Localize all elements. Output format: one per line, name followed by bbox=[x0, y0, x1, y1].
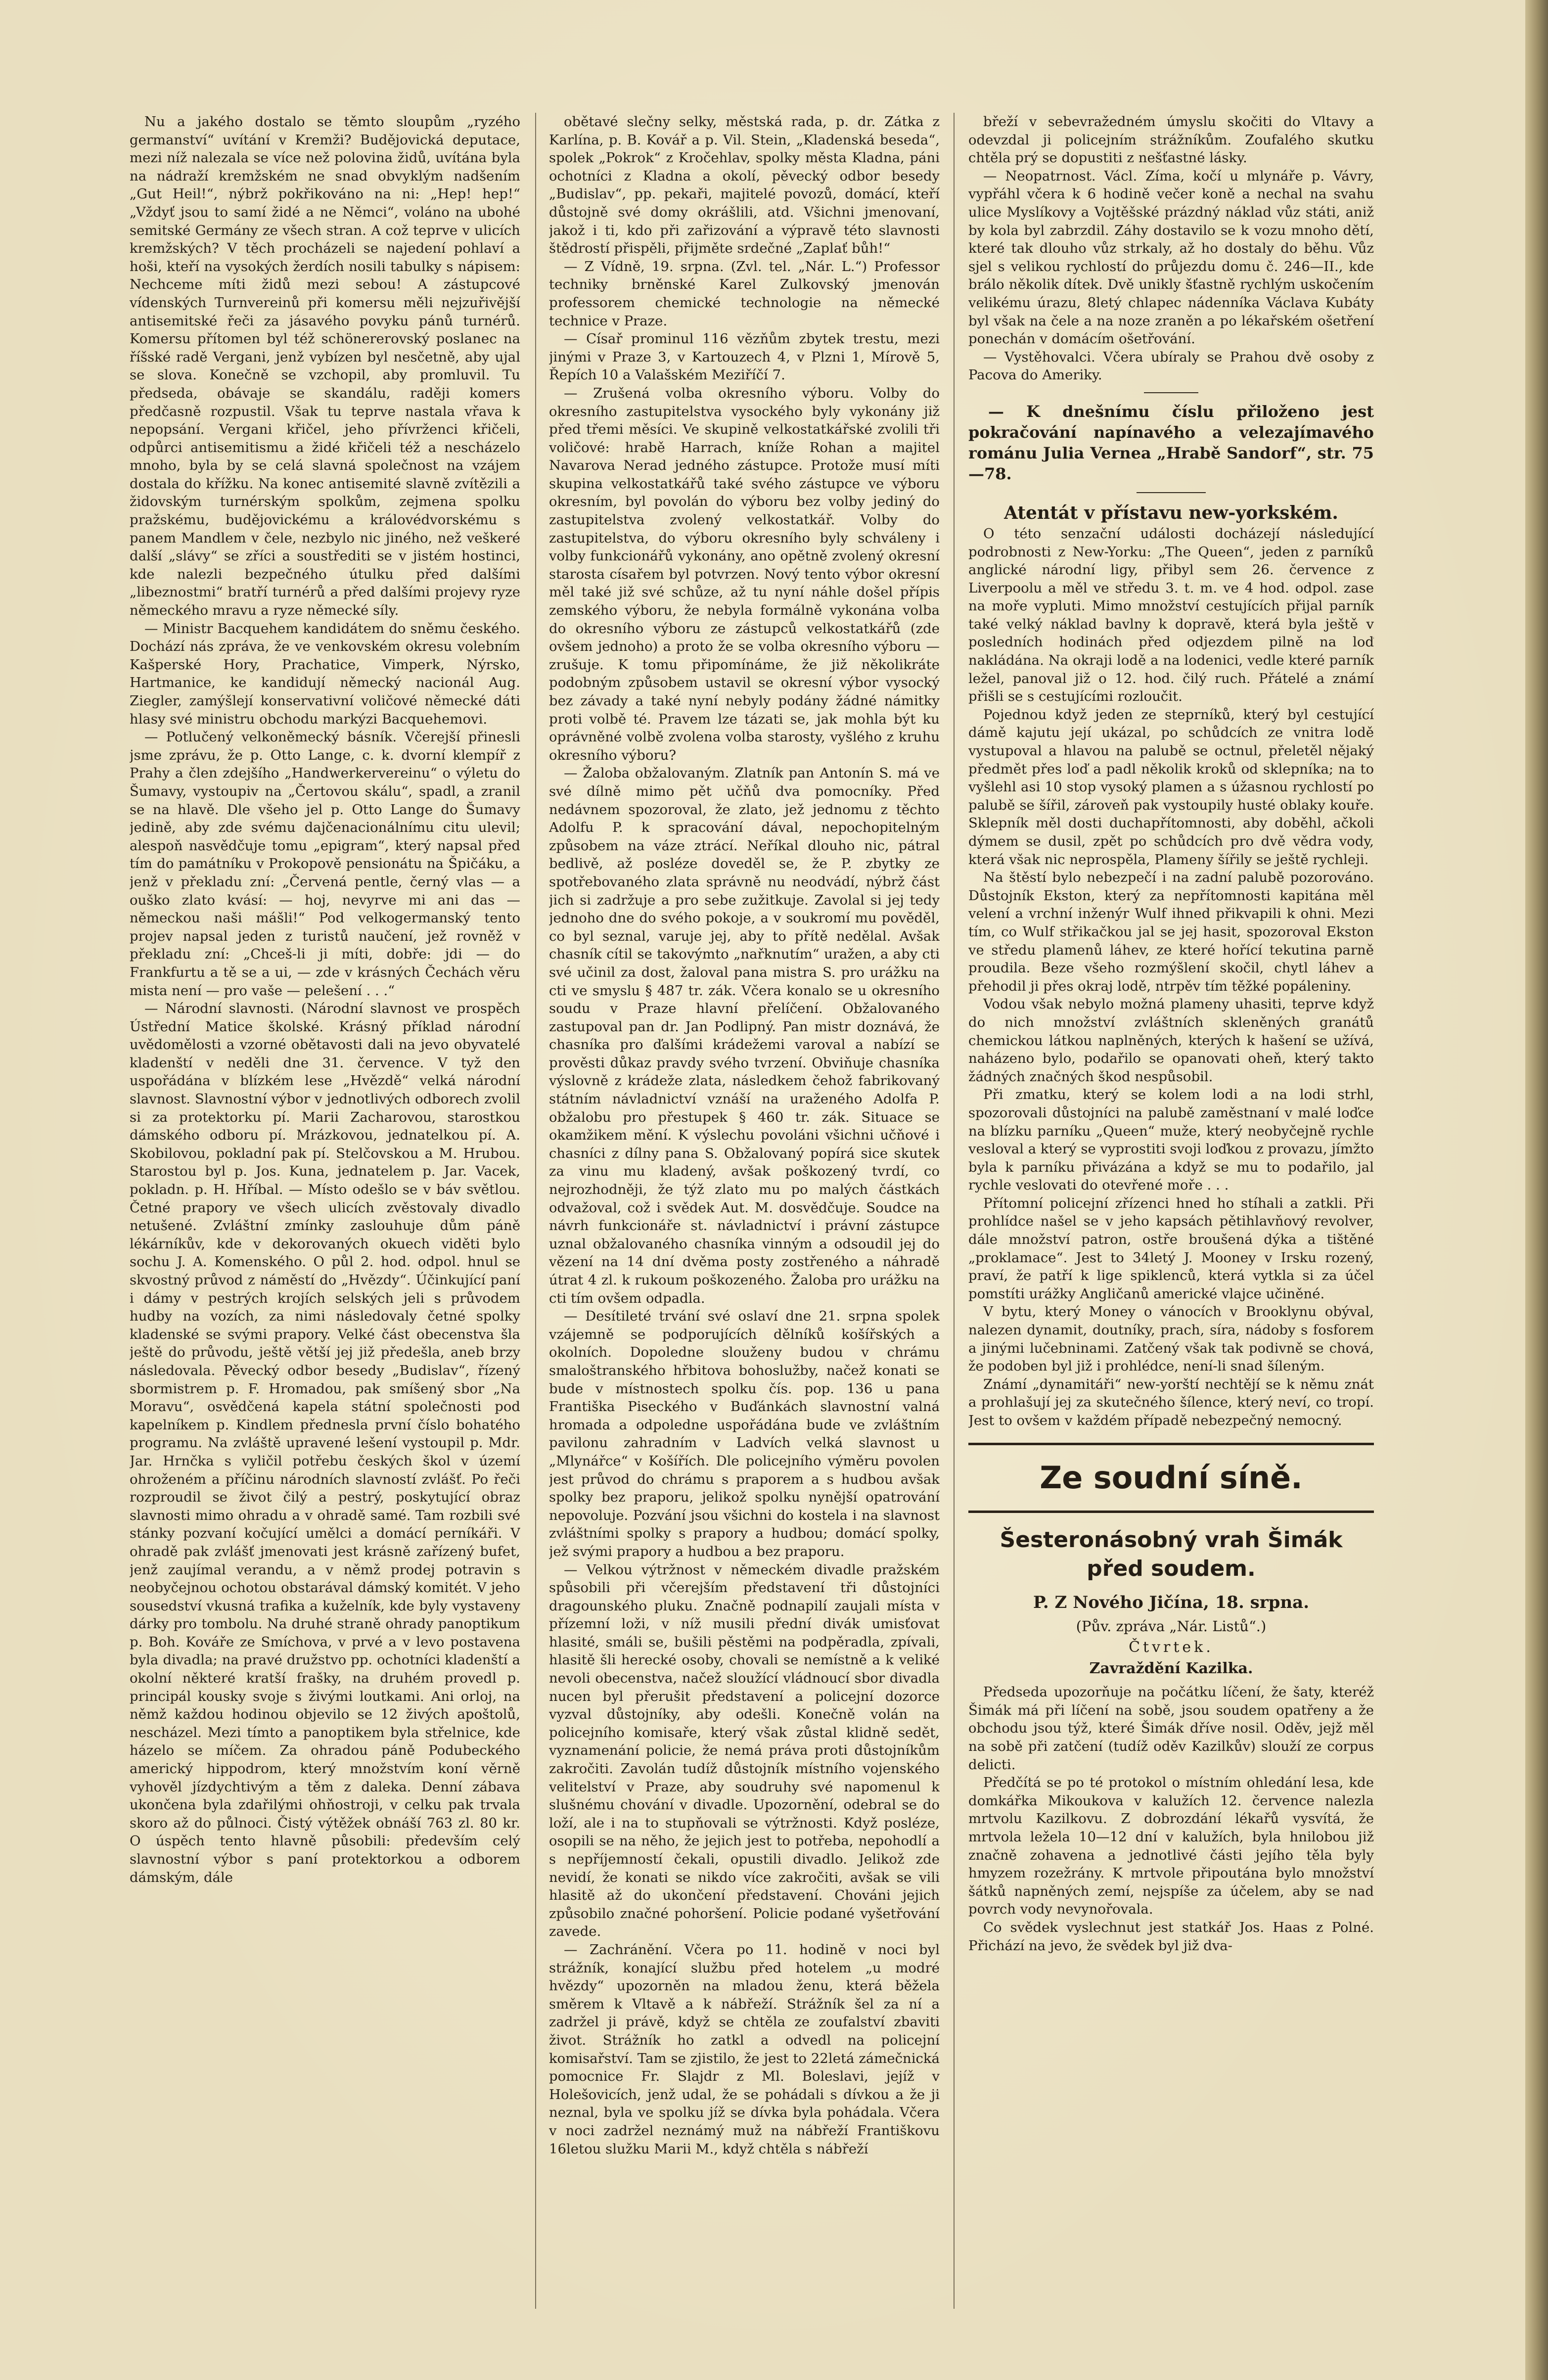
article-paragraph: Pojednou když jeden ze steprníků, který byl cestující dámě kajutu její ukázal, po schůdcích ze vnitra lodě vystupoval a hlavou na palubě se octnul, přeletěl nějaký předmět přes loď a padl několik kroků od sklepníka; na to vyšlehl asi 10 stop vysoký plamen a s úžasnou rychlostí po palubě se šířil, zároveň pak vystoupily husté oblaky kouře. Sklepník měl dosti duchapřítomnosti, aby doběhl, ačkoli dýmem se dusil, zpět po schůdcích pro dvě vědra vody, která však nic neprospěla, Plameny šířily se ještě rychleji. bbox=[968, 706, 1374, 868]
byline: (Pův. zpráva „Nár. Listů“.) bbox=[1076, 1617, 1267, 1635]
news-item: — Vystěhovalci. Včera ubíraly se Prahou dvě osoby z Pacova do Ameriky. bbox=[968, 349, 1374, 383]
column-2 bbox=[549, 113, 940, 2309]
article-paragraph: V bytu, který Money o vánocích v Brooklynu obýval, nalezen dynamit, doutníky, prach, síra, nádoby s fosforem a jinými lučebninami. Zatčený však tak podivně se chová, že podoben byl již i prohlédce, není-li snad šíleným. bbox=[968, 1304, 1374, 1374]
article-paragraph: Při zmatku, který se kolem lodi a na lodi strhl, spozorovali důstojníci na palubě zaměstnaní v malé loďce na blízku parníku „Queen“ muže, který neobyčejně rychle vesloval a který se vyprostiti svoji loďkou z provazu, jímžto byla k parníku přivázána a když se mu to podařilo, jal rychle veslovati do otevřené moře . . . bbox=[968, 1087, 1374, 1193]
section-rule bbox=[968, 1443, 1374, 1445]
article-paragraph: Předčítá se po té protokol o místním ohledání lesa, kde domkářka Mikoukova v kalužích 12. července nalezla mrtvolu Kazilkovu. Z dobrozdání lékařů vysvítá, že mrtvola ležela 10—12 dní v kalužích, byla hnilobou již značně zohavena a jednotlivé části jejího těla byly hmyzem rozežrány. K mrtvole připoutána bylo množství šátků napněných zemí, nejspíše za účelem, aby se nad povrch vody nevynořovala. bbox=[968, 1775, 1374, 1918]
dateline: P. Z Nového Jičína, 18. srpna. bbox=[1033, 1592, 1310, 1612]
news-item: — Zrušená volba okresního výboru. Volby do okresního zastupitelstva vysockého byly vykonány již před třemi měsíci. Ve skupině velkostatkářské zvolili tři voličové: hrabě Harrach, kníže Rohan a majitel Navarova Nerad jedného zástupce. Protože musí míti skupina velkostatkářů také svého zástupce ve výboru okresním, byl povolán do výboru bez volby jediný do zastupitelstva zvolený velkostatkář. Volby do zastupitelstva, do výboru okresního byly schváleny i volby funkcionářů vykonány, ano opětně zvolený okresní starosta císařem byl potvrzen. Nový tento výbor okresní měl také již své schůze, až tu nyní náhle došel přípis zemského výboru, že nebyla formálně vykonána volba do okresního výboru ze zástupců velkostatkářů (zde ovšem jednoho) a proto že se volba okresního výboru — zrušuje. K tomu připomínáme, že již několikráte podobným způsobem ustavil se okresní výbor vysocký bez závady a také nyní nebyly podány žádné námitky proti volbě té. Pravem lze tázati se, jak mohla být ku oprávněné volbě zvolena volba starosty, vyšlého z kruhu okresního výboru? bbox=[549, 385, 940, 763]
news-item: — Neopatrnost. Václ. Zíma, kočí u mlynáře p. Vávry, vypřáhl včera k 6 hodině večer koně a nechal na svahu ulice Myslíkovy a Vojtěšské prázdný náklad vůz státi, aniž by kola byl zabrzdil. Záhy dostavilo se k vozu mnoho dětí, které tak dlouho vůz strkaly, až ho dostaly do běhu. Vůz sjel s velikou rychlostí do průjezdu domu č. 246—II., kde brálo několik dítek. Dvě unikly šťastně rychlým uskočením velikému úrazu, 8letý chlapec nádenníka Václava Kubáty byl však na čele a na noze zraněn a po lékařském ošetření ponechán v domácím ošetřování. bbox=[968, 168, 1374, 347]
article-paragraph: obětavé slečny selky, městská rada, p. dr. Zátka z Karlína, p. B. Kovář a p. Vil. Stein, „Kladenská beseda“, spolek „Pokrok“ z Kročehlav, spolky města Kladna, páni ochotníci z Kladna a okolí, pěvecký odbor besedy „Budislav“, pp. pekaři, majitelé povozů, domácí, kteří důstojně své domy okrášlili, atd. Všichni jmenovaní, jakož i ti, kdo při zařizování a výpravě této slavnosti štědrostí přispěli, přijměte srdečné „Zaplať bůh!“ bbox=[549, 114, 940, 257]
article-paragraph: Přítomní policejní zřízenci hned ho stíhali a zatkli. Při prohlídce našel se v jeho kapsách pětihlavňový revolver, dále množství patron, ostře broušená dýka a tištěné „proklamace“. Jest to 34letý J. Mooney v Irsku rozený, praví, že patří k lige spiklenců, která vytkla si za účel pomstíti urážky Angličanů americké vlajce učiněné. bbox=[968, 1195, 1374, 1302]
article-paragraph: Nu a jakého dostalo se těmto sloupům „ryzého germanství“ uvítání v Kremži? Budějovická deputace, mezi níž nalezala se více než polovina židů, uvítána byla na nádraží kremžském ne snad obvyklým nadšením „Gut Heil!“, nýbrž pokřikováno na ni: „Hep! hep!“ „Vždyť jsou to samí židé a ne Němci“, voláno na ubohé semitské Germány ze všech stran. A což teprve v ulicích kremžských? V těch procházeli se najedení pohlaví a hoši, kteří na vysokých žerdích nosili tabulky s nápisem: Nechceme míti židů mezi sebou! A zástupcové vídenských Turnvereinů při komersu měli nejzuřivější antisemitské řeči za jásavého povyku pánů turnérů. Komersu přítomen byl též schönererovský poslanec na říšské radě Vergani, jenž vybízen byl nesčetně, aby ujal se slova. Konečně se vzchopil, aby promluvil. Tu předseda, obávaje se skandálu, raději komers předčasně rozpustil. Však tu teprve nastala vřava k nepopsání. Vergani křičel, jeho přívrženci křičeli, odpůrci antisemitismu a židé křičeli též a nescházelo mnoho, byla by se celá slavná společnost na vzájem dostala do křížku. Na konec antisemité slavně zvítězili a židovským turnérským spolkům, zejmena spolku pražskému, budějovickému a královédvorskému s panem Mandlem v čele, nezbylo nic jiného, než veškeré další „slávy“ se zříci a soustřediti se v jistém hostinci, kde nalezli bezpečného útulku před dalšími „libeznostmi“ bratří turnérů a před dalšími projevy ryze německého mravu a ryze německé síly. bbox=[130, 114, 520, 619]
article-paragraph: Co svědek vyslechnut jest statkář Jos. Haas z Polné. Přichází na jevo, že svědek byl již dva- bbox=[968, 1919, 1374, 1954]
news-item: — Zachránění. Včera po 11. hodině v noci byl strážník, konající službu před hotelem „u modré hvězdy“ upozorněn na mladou ženu, která běžela směrem k Vltavě a k nábřeží. Strážník šel za ní a zadržel ji právě, když se chtěla ze zoufalství zbaviti život. Strážník ho zatkl a odvedl na policejní komisařství. Tam se zjistilo, že jest to 22letá zámečnická pomocnice Fr. Slajdr z Ml. Boleslavi, jejíž v Holešovicích, jenž udal, že se pohádali s dívkou a že ji neznal, byla ve spolku jíž se dívka byla pohádala. Včera v noci zadržel neznámý muž na nábřeží Františkovu 16letou služku Marii M., když chtěla s nábřeží bbox=[549, 1941, 940, 2157]
section-heading: Ze soudní síně. bbox=[1040, 1459, 1303, 1496]
column-1 bbox=[130, 113, 520, 2309]
column-rule bbox=[535, 113, 536, 2309]
section-rule bbox=[968, 1510, 1374, 1513]
article-title: Atentát v přístavu new-yorkském. bbox=[1004, 502, 1338, 523]
article-paragraph: Vodou však nebylo možná plameny uhasiti, teprve když do nich množství zvláštních skleněných granátů chemickou látkou naplněných, kterých k hašení se užívá, naházeno bylo, podařilo se opanovati oheň, který takto žádných značných škod nespůsobil. bbox=[968, 996, 1374, 1085]
case-title: Šesteronásobný vrah Šimák před soudem. bbox=[1000, 1527, 1343, 1581]
news-item: — Z Vídně, 19. srpna. (Zvl. tel. „Nár. L.“) Professor techniky brněnské Karel Zulkovský jmenován professorem chemické technologie na německé technice v Praze. bbox=[549, 258, 940, 329]
news-item: — Národní slavnosti. (Národní slavnost ve prospěch Ústřední Matice školské. Krásný příklad národní uvědomělosti a vzorné obětavosti dali na jevo obyvatelé kladenští v neděli dne 31. července. V tyž den uspořádána v blízkém lese „Hvězdě“ velká národní slavnost. Slavnostní výbor v jednotlivých odborech zvolil si za protektorku pí. Marii Zacharovou, starostkou dámského odboru pí. Mrázkovou, jednatelkou pí. A. Skobilovou, pokladní pak pí. Stelčovskou a M. Hrubou. Starostou byl p. Jos. Kuna, jednatelem p. Jar. Vacek, pokladn. p. H. Hříbal. — Místo odešlo se v báv světlou. Četné prapory ve všech ulicích zvěstovaly divadlo netušené. Zvláštní zmínky zaslouhuje dům páně lékárníkův, kde v dekorovaných okuech viděti bylo sochu J. A. Komenského. O půl 2. hod. odpol. hnul se skvostný průvod z náměstí do „Hvězdy“. Účinkující paní i dámy v pestrých krojích selských jeli s průvodem hudby na vozích, za nimi následovaly četné spolky kladenské se svými prapory. Velké část obecenstva šla ještě do průvodu, ještě větší jej již předešla, aneb brzy následovala. Pěvecký odbor besedy „Budislav“, řízený sbormistrem p. F. Hromadou, pak smíšený sbor „Na Moravu“, osvědčená kapela státní společnosti pod kapelníkem p. Kindlem přednesla první číslo bohatého programu. Na zvláště upravené lešení vystoupil p. Mdr. Jar. Hrnčka s vyličil potřebu českých škol v území ohroženém a příčinu národních slavností zvlášť. Po řeči rozproudil se život čilý a pestrý, poskytující obraz slavnosti mimo ohradu a v ohradě samé. Tam rozbili své stánky pozvaní kočující umělci a domácí perníkáři. V ohradě pak zvlášť jmenovati jest krásně zařízený bufet, jenž zaujímal verandu, a v němž prodej potravin s neobyčejnou ochotou obstarával dámský komitét. V jeho sousedství vkusná trafika a kuželník, kde byly vystaveny dárky pro tombolu. Na druhé straně ohrady panoptikum p. Boh. Kováře ze Smíchova, v prvé a v levo postavena byla divadla; na pravé družstvo pp. ochotníci kladenští a okolní některé kratší frašky, na druhém provedl p. principál kousky svoje s živými loutkami. Ani orloj, na němž každou hodinou objevilo se 12 živých apoštolů, nescházel. Mezi tímto a panoptikem byla střelnice, kde házelo se míčem. Za ohradou páně Podubeckého americký hippodrom, který množstvím koní věrně vyhověl jízdychtivým a těm z daleka. Denní zábava ukončena byla zdařilými ohňostroji, v celku pak trvala skoro až do půlnoci. Čistý výtěžek obnáší 763 zl. 80 kr. O úspěch tento hlavně působili: především celý slavnostní výbor s paní protektorkou a odborem dámským, dále bbox=[130, 1001, 520, 1885]
column-3 bbox=[968, 113, 1374, 2309]
news-item: — Císař prominul 116 vězňům zbytek trestu, mezi jinými v Praze 3, v Kartouzech 4, v Plzni 1, Mírově 5, Řepích 10 a Valašském Meziříčí 7. bbox=[549, 331, 940, 383]
article-paragraph: Na štěstí bylo nebezpečí i na zadní palubě pozorováno. Důstojník Ekston, který za nepřítomnosti kapitána měl velení a vrchní inženýr Wulf ihned přikvapili k ohni. Mezi tím, co Wulf střikačkou jal se jej hasit, spozoroval Ekston ve středu plamenů láhev, ze které hořící tekutina parně proudila. Beze všeho rozmýšlení skočil, chytl láhev a přehodil ji přes okraj lodě, ntrpěv tím těžké popáleniny. bbox=[968, 870, 1374, 994]
news-item: — Žaloba obžalovaným. Zlatník pan Antonín S. má ve své dílně mimo pět učňů dva pomocníky. Před nedávnem spozoroval, že zlato, jež jednomu z těchto Adolfu P. k spracování dával, nepochopitelným způsobem na váze ztrácí. Neříkal dlouho nic, pátral bedlivě, až posléze doveděl se, že P. zbytky ze spotřebovaného zlata správně nu neodvádí, nýbrž část jich si zadržuje a pro sebe zužitkuje. Zavolal si jej tedy jednoho dne do svého pokoje, a v soukromí mu pověděl, co byl seznal, varuje jej, aby to přítě nedělal. Avšak chasník cítil se takovýmto „nařknutím“ uražen, a aby cti své učinil za dost, žaloval pana mistra S. pro urážku na cti ve smyslu § 487 tr. zák. Včera konalo se u okresního soudu v Praze hlavní přelíčení. Obžalovaného zastupoval pan dr. Jan Podlipný. Pan mistr doznává, že chasníka pro ďalšími krádežemi varoval a nabízí se prověsti důkaz pravdy svého tvrzení. Obviňuje chasníka výslovně z krádeže zlata, následkem čehož fabrikovaný státním návladnictví vznáší na uraženého Adolfa P. obžalobu pro přestupek § 460 tr. zák. Situace se okamžikem mění. K výslechu povoláni všichni učňové i chasníci z dílny pana S. Obžalovaný popírá sice skutek za vinu mu kladený, avšak poškozený tvrdí, co nejrozhodněji, že týž zlato mu po malých částkách odvažoval, což i svědek Aut. M. dosvědčuje. Soudce na návrh funkcionáře st. návladnictví i právní zástupce uznal obžalovaného chasníka vinným a odsoudil jej do vězení na 14 dní dvěma posty zostřeného a náhradě útrat 4 zl. k rukoum poškozeného. Žaloba pro urážku na cti tím ovšem odpadla. bbox=[549, 765, 940, 1306]
article-paragraph: Předseda upozorňuje na počátku líčení, že šaty, kteréž Šimák má při líčení na sobě, jsou soudem opatřeny a že obchodu jsou týž, které Šimák dříve nosil. Oděv, jejž měl na sobě při zatčení (tudíž oděv Kazilkův) slouží ze corpus delicti. bbox=[968, 1684, 1374, 1773]
news-item: — Potlučený velkoněmecký básník. Včerejší přinesli jsme zprávu, že p. Otto Lange, c. k. dvorní klempíř z Prahy a člen zdejšího „Handwerkervereinu“ o výletu do Šumavy, vystoupiv na „Čertovou skálu“, spadl, a zranil se na hlavě. Dle všeho jel p. Otto Lange do Šumavy jedině, aby zde svému dajčenacionálnímu citu ulevil; alespoň nasvědčuje tomu „epigram“, který napsal před tím do památníku v Prokopově pensionátu na Špičáku, a jenž v překladu zní: „Červená pentle, černý vlas — a ouško zlato kvásí: — hoj, nevyrve mi ani das — německou naši mášli!“ Pod velkogermanský tento projev napsal jeden z turistů naučení, jež rovněž v překladu zní: „Chceš-li ji míti, dobře: jdi — do Frankfurtu a tě se a ui, — zde v krásných Čechách věru mista není — pro vaše — pelešení . . .“ bbox=[130, 729, 520, 999]
column-rule bbox=[954, 113, 955, 2309]
scan-page-edge bbox=[1525, 0, 1548, 2380]
article-paragraph: Známí „dynamitáři“ new-yorští nechtějí se k němu znát a prohlašují jej za skutečného šílence, který neví, co tropí. Jest to ovšem v každém případě nebezpečný nemocný. bbox=[968, 1376, 1374, 1428]
article-paragraph: břeží v sebevražedném úmyslu skočiti do Vltavy a odevzdal ji policejním strážníkům. Zoufalého skutku chtěla prý se dopustiti z nešťastné lásky. bbox=[968, 114, 1374, 166]
supplement-notice: — K dnešnímu číslu přiloženo jest pokračování napínavého a velezajímavého románu Julia Vernea „Hrabě Sandorf“, str. 75—78. bbox=[968, 402, 1374, 483]
separator bbox=[1144, 392, 1198, 393]
article-paragraph: O této senzační události docházejí následující podrobnosti z New-Yorku: „The Queen“, jeden z parníků anglické národní ligy, přibyl sem 26. července z Liverpoolu a měl ve středu 3. t. m. ve 4 hod. odpol. zase na moře vypluti. Mimo množství cestujících přijal parník také velký náklad bavlny k dopravě, která byla ještě v posledních hodinách před odjezdem pilně na loď nakládána. Na okraji lodě a na lodenici, vedle které parník ležel, panoval již o 12. hod. čilý ruch. Přátelé a známí přišli se s cestujícími rozloučit. bbox=[968, 525, 1374, 705]
news-item: — Ministr Bacquehem kandidátem do sněmu českého. Dochází nás zpráva, že ve venkovském okresu volebním Kašperské Hory, Prachatice, Vimperk, Nýrsko, Hartmanice, ke kandidují německý nacionál Aug. Ziegler, zamýšlejí konservativní voličové německé dáti hlasy své ministru obchodu markýzi Bacquehemovi. bbox=[130, 620, 520, 727]
news-item: — Desítileté trvání své oslaví dne 21. srpna spolek vzájemně se podporujících dělníků košířských a okolních. Dopoledne slouženy budou v chrámu smaloštranského hřbitova bohoslužby, načež konati se bude v místnostech spolku čís. pop. 136 u pana Františka Piseckého v Buďánkách slavnostní valná hromada a odpoledne uspořádána bude ve zvláštním pavilonu zahradním v Ladvích velká slavnost u „Mlynářce“ v Košířích. Dle policejního výměru povolen jest průvod do chrámu s praporem a s hudbou avšak spolky bez praporu, jelikož spolku nynější opatrování nepovoluje. Pozvání jsou všichni do kostela i na slavnost zvláštními spolky s prapory a hudbou; domácí spolky, jež svými prapory a hudbou a bez praporu. bbox=[549, 1308, 940, 1559]
news-item: — Velkou výtržnost v německém divadle pražském spůsobili při včerejším představení tři důstojníci dragounského pluku. Značně podnapilí zaujali místa v přízemní loži, v níž musili přední divák umisťovat hlasité, smáli se, bušili pěstěmi na podpěradla, zpívali, hlasitě šli herecké osoby, chovali se nemístně a k veliké nevoli obecenstva, načež sloužící vládnoucí sbor divadla nucen byl přerušit představení a policejní dozorce vyzval důstojníky, aby odešli. Konečně volán na policejního komisaře, který však zůstal klidně sedět, vyznamenání policie, že nemá práva proti důstojníkům zakročiti. Zavolán tudíž důstojník místního vojenského velitelství v Praze, aby soudruhy své napomenul k slušnému chování v divadle. Upozornění, odebral se do loží, ale i na to stupňovali se výtržnosti. Když posléze, osopili se na něho, že jejich jest to potřeba, nepohodlí a s nepříjemností čekali, opustili divadlo. Jelikož zde nevidí, že konati se nikdo více zakročiti, avšak se vili hlasitě až do ukončení představení. Chováni jejich způsobilo značné pohoršení. Policie podané vyšetřování zavede. bbox=[549, 1561, 940, 1940]
subheading: Zavraždění Kazilka. bbox=[1089, 1660, 1253, 1678]
day-heading: Čtvrtek. bbox=[1129, 1638, 1214, 1656]
separator bbox=[1137, 492, 1206, 493]
